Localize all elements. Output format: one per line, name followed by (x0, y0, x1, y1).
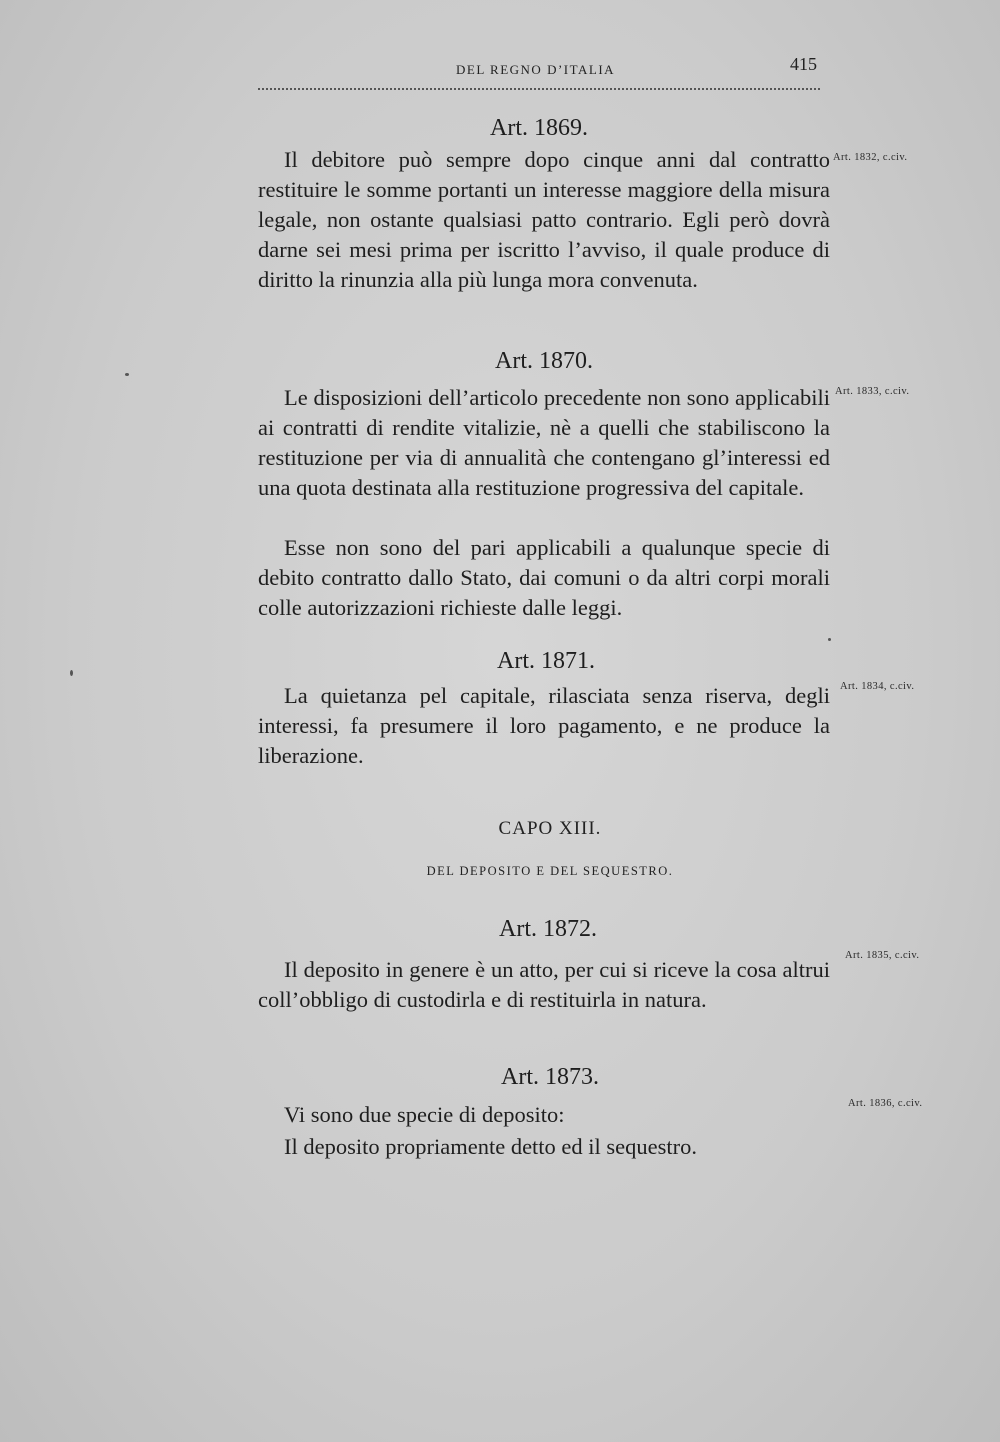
margin-reference-1873: Art. 1836, c.civ. (848, 1098, 923, 1109)
article-text: Esse non sono del pari applicabili a qualunque specie di debito contratto dallo Stato, dai comuni o da altri corpi morali colle autorizzazioni richieste dalle leggi. (258, 535, 830, 620)
header-rule (258, 88, 820, 90)
article-text: Il debitore può sempre dopo cinque anni dal contratto restituire le somme portanti un interesse maggiore della misura legale, non ostante qualsiasi patto contrario. Egli però dovrà darne sei mesi prima per iscritto l’avviso, il quale produce di diritto la rinunzia alla più lunga mora convenuta. (258, 147, 830, 292)
paper-speck (70, 670, 73, 676)
running-head: DEL REGNO D’ITALIA (456, 62, 616, 77)
margin-reference-1871: Art. 1834, c.civ. (840, 681, 915, 692)
article-paragraph (258, 145, 830, 295)
article-paragraph (258, 1100, 830, 1130)
paper-speck (828, 638, 831, 641)
article-title-1871: Art. 1871. (497, 648, 595, 674)
article-text: Vi sono due specie di deposito: (284, 1102, 565, 1127)
article-title-1870: Art. 1870. (495, 348, 593, 374)
article-paragraph (258, 533, 830, 623)
article-text: Il deposito propriamente detto ed il sequestro. (284, 1134, 698, 1159)
margin-reference-1870: Art. 1833, c.civ. (835, 386, 910, 397)
margin-reference-1869: Art. 1832, c.civ. (833, 152, 908, 163)
article-text: Il deposito in genere è un atto, per cui si riceve la cosa altrui coll’obbligo di custodirla e di restituirla in natura. (258, 957, 830, 1012)
paper-speck (125, 373, 129, 376)
article-paragraph (258, 1132, 830, 1162)
article-title-1873: Art. 1873. (501, 1064, 599, 1090)
article-title-1869: Art. 1869. (490, 115, 588, 141)
chapter-subtitle: DEL DEPOSITO E DEL SEQUESTRO. (426, 864, 674, 878)
article-title-1872: Art. 1872. (499, 916, 597, 942)
article-text: Le disposizioni dell’articolo precedente non sono applicabili ai contratti di rendite vitalizie, nè a quelli che stabiliscono la restituzione per via di annualità che contengano gl’interessi ed una quota destinata alla restituzione progressiva del capitale. (258, 385, 830, 500)
chapter-title: CAPO XIII. (498, 818, 602, 839)
margin-reference-1872: Art. 1835, c.civ. (845, 950, 920, 961)
article-paragraph (258, 955, 830, 1015)
article-paragraph (258, 383, 830, 503)
article-paragraph (258, 681, 830, 771)
page-number: 415 (790, 54, 817, 74)
article-text: La quietanza pel capitale, rilasciata senza riserva, degli interessi, fa presumere il loro pagamento, e ne produce la liberazione. (258, 683, 830, 768)
